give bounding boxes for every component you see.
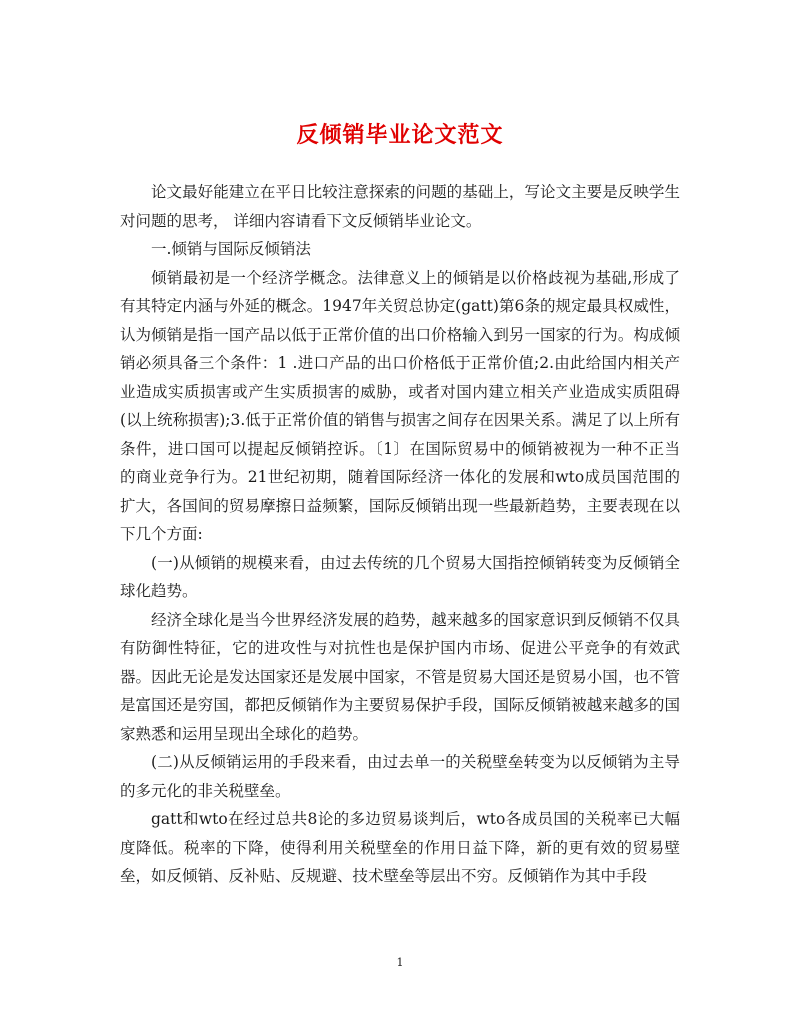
- paragraph-trade-barriers: gatt和wto在经过总共8论的多边贸易谈判后，wto各成员国的关税率已大幅度降低。税率的下降，使得利用关税壁垒的作用日益下降，新的更有效的贸易壁垒，如反倾销、反补贴、反规避、技术壁垒等层出不穷。反倾销作为其中手段: [120, 810, 680, 885]
- subheading-scale: (一)从倾销的规模来看，由过去传统的几个贸易大国指控倾销转变为反倾销全球化趋势。: [120, 553, 680, 600]
- paragraph-intro: 论文最好能建立在平日比较注意探索的问题的基础上，写论文主要是反映学生对问题的思考， 详细内容请看下文反倾销毕业论文。: [120, 183, 680, 230]
- page-number: 1: [396, 956, 404, 969]
- subheading-means: (二)从反倾销运用的手段来看，由过去单一的关税壁垒转变为以反倾销为主导的多元化的非关税壁垒。: [120, 753, 680, 800]
- paragraph-globalization: 经济全球化是当今世界经济发展的趋势，越来越多的国家意识到反倾销不仅具有防御性特征，它的进攻性与对抗性也是保护国内市场、促进公平竞争的有效武器。因此无论是发达国家还是发展中国家，不管是贸易大国还是贸易小国，也不管是富国还是穷国，都把反倾销作为主要贸易保护手段，国际反倾销被越来越多的国家熟悉和运用呈现出全球化的趋势。: [120, 610, 680, 743]
- document-title: 反倾销毕业论文范文: [296, 121, 504, 148]
- paragraph-dumping-definition: 倾销最初是一个经济学概念。法律意义上的倾销是以价格歧视为基础,形成了有其特定内涵与外延的概念。1947年关贸总协定(gatt)第6条的规定最具权威性，认为倾销是指一国产品以低于正常价值的出口价格输入到另一国家的行为。构成倾销必须具备三个条件：1 .进口产品的出口价格低于正常价值;2.由此给国内相关产业造成实质损害或产生实质损害的威胁，或者对国内建立相关产业造成实质阻碍(以上统称损害);3.低于正常价值的销售与损害之间存在因果关系。满足了以上所有条件，进口国可以提起反倾销控诉。〔1〕在国际贸易中的倾销被视为一种不正当的商业竞争行为。21世纪初期，随着国际经济一体化的发展和wto成员国范围的扩大，各国间的贸易摩擦日益频繁，国际反倾销出现一些最新趋势，主要表现在以下几个方面:: [120, 268, 680, 543]
- section-heading-dumping-law: 一.倾销与国际反倾销法: [151, 240, 311, 258]
- document-body: [120, 178, 680, 891]
